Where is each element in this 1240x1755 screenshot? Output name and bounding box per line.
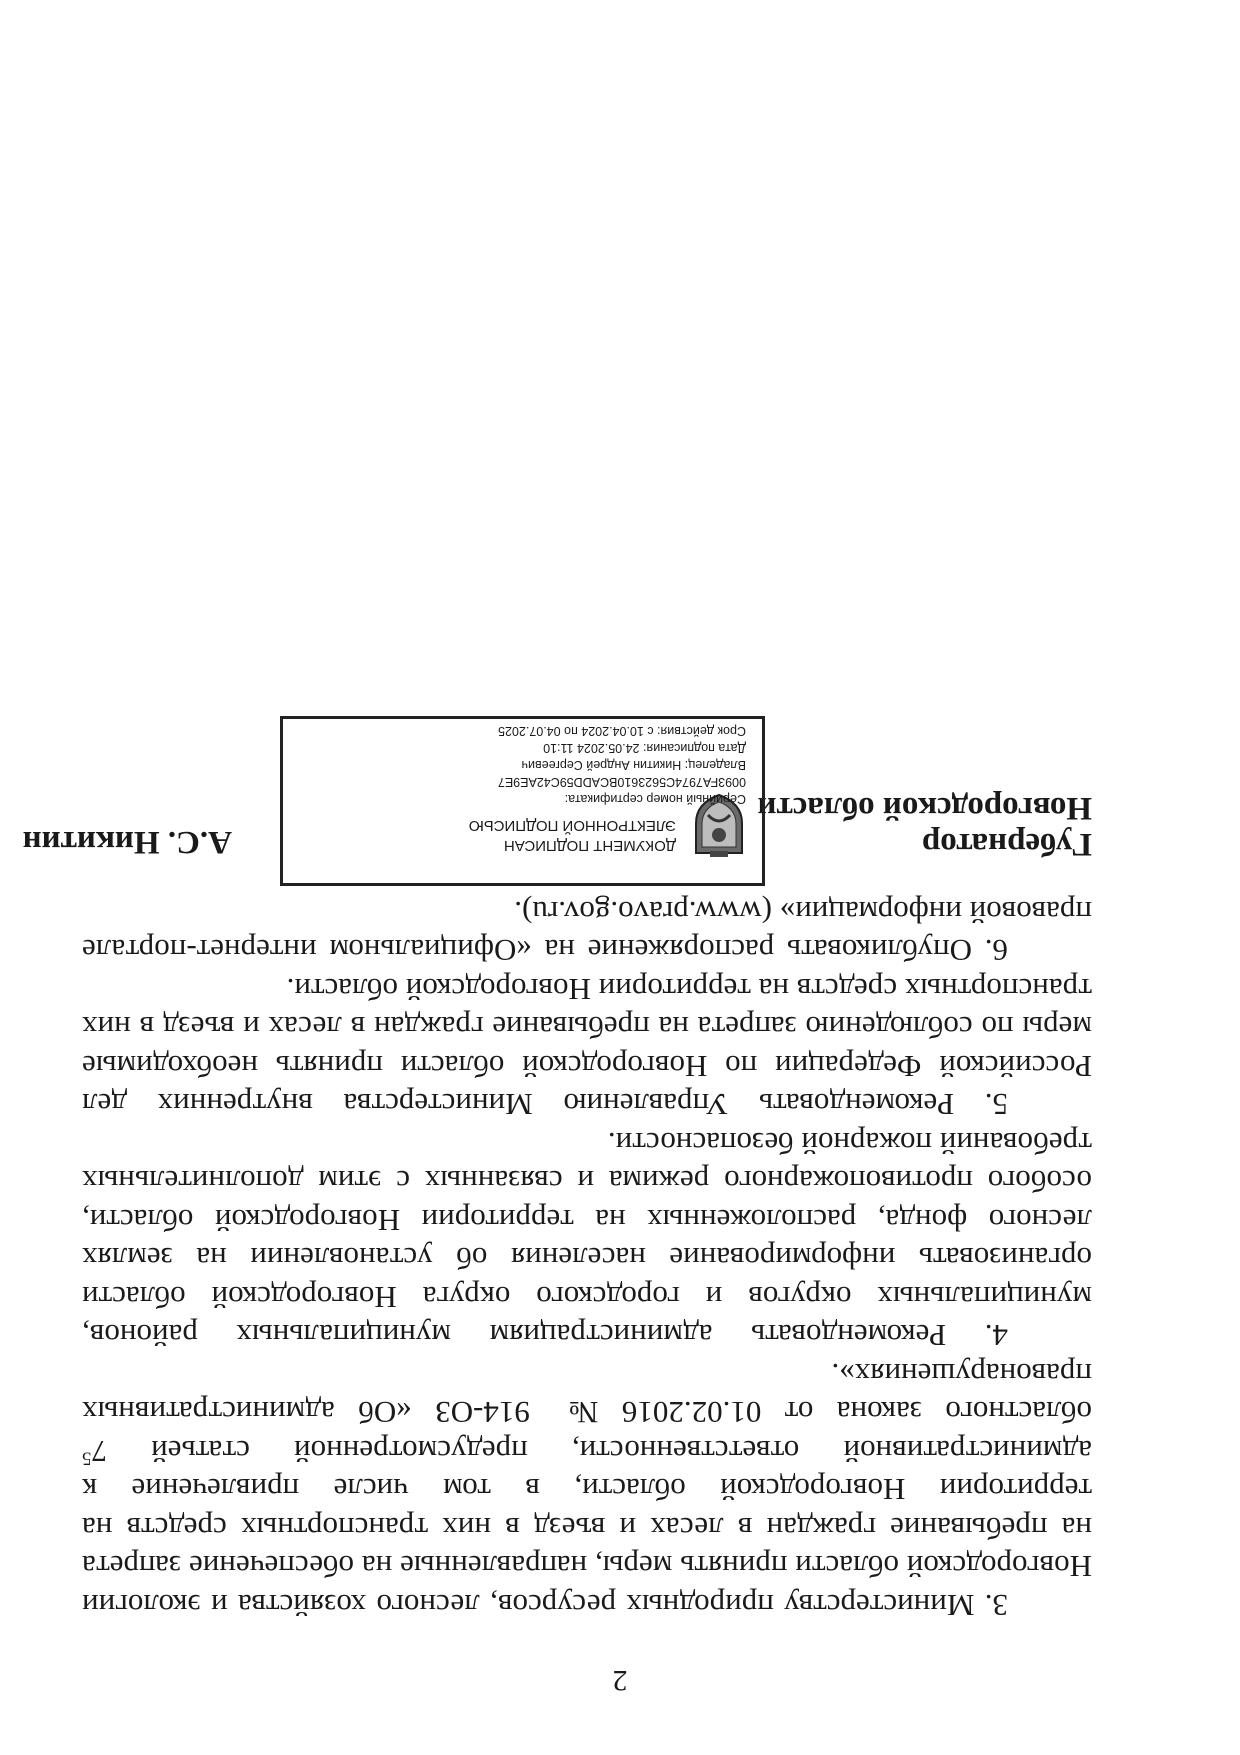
paragraph-3-tail: областного закона от 01.02.2016 № 914-ОЗ «Об административных правонарушениях».	[82, 1357, 1092, 1431]
electronic-signature-stamp	[280, 716, 765, 886]
signing-date: Дата подписания: 24.05.2024 11:10	[543, 741, 746, 755]
paragraph-6: 6. Опубликовать распоряжение на «Официальном интернет-портале правовой информации» (www.pravo.gov.ru).	[82, 895, 1092, 969]
serial-value: 0093FA7974C5623610BCADD59C42AE9E7	[497, 775, 746, 789]
stamp-heading-line-1: ДОКУМЕНТ ПОДПИСАН	[503, 837, 676, 854]
signer-position	[758, 790, 1092, 862]
paragraph-3-text: 3. Министерству природных ресурсов, лесного хозяйства и экологии Новгородской области принять меры, направленные на обеспечение запрета на пребывание граждан в лесах и въезд в них транспортных средств на территории Новгородской области, в том числе привлечение к административной ответственности, предусмотренной статьей 7	[82, 1434, 1092, 1623]
paragraph-4: 4. Рекомендовать администрациям муниципальных районов, муниципальных округов и городского округа Новгородской области организовать информирование населения об установлении на землях лесного фонда, расположенных на территории Новгородской области, особого противопожарного режима и связанных с этим дополнительных требований пожарной безопасности.	[82, 1126, 1092, 1354]
serial-label: Серийный номер сертификата:	[564, 792, 746, 806]
article-superscript: 5	[82, 1447, 92, 1469]
paragraph-3	[82, 1355, 1092, 1625]
paragraph-5: 5. Рекомендовать Управлению Министерства внутренних дел Российской Федерации по Новгородской области принять необходимые меры по соблюдению запрета на пребывание граждан в лесах и въезд в них транспортных средств на территории Новгородской области.	[82, 972, 1092, 1123]
validity-period: Срок действия: с 10.04.2024 по 04.07.2025	[498, 724, 746, 738]
stamp-details	[498, 722, 746, 807]
document-body	[82, 893, 1092, 1625]
page-number: 2	[612, 1664, 628, 1697]
position-line-2: Новгородской области	[757, 790, 1092, 826]
signature-block	[0, 724, 1240, 886]
stamp-heading-line-2: ЭЛЕКТРОННОЙ ПОДПИСЬЮ	[468, 817, 676, 834]
certificate-owner: Владелец: Никитин Андрей Сергеевич	[521, 758, 746, 772]
position-line-1: Губернатор	[921, 826, 1092, 862]
signer-name: А.С. Никитин	[22, 824, 232, 860]
stamp-heading	[469, 815, 676, 855]
